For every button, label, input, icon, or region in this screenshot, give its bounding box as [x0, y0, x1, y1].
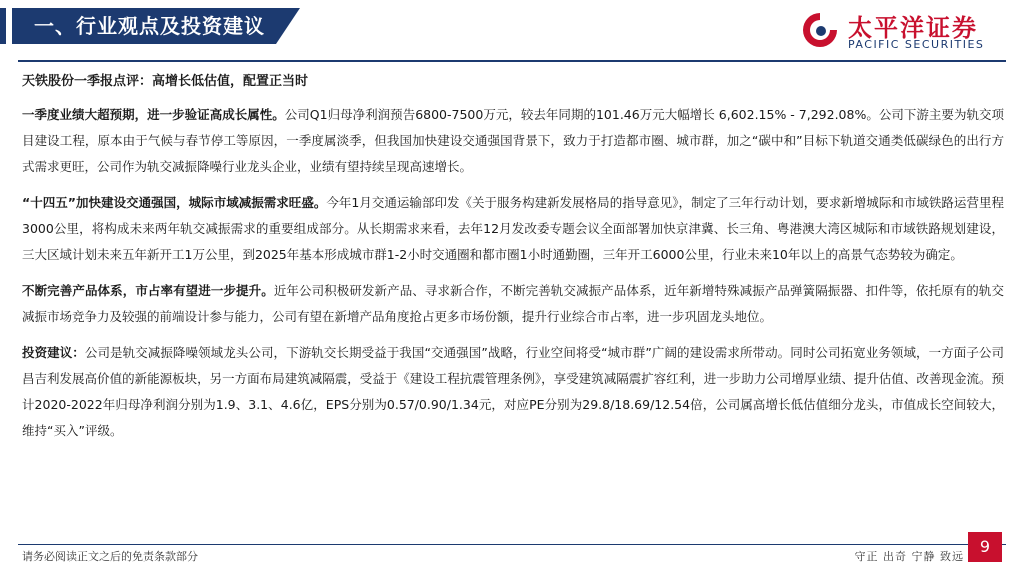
paragraph-lead: “十四五”加快建设交通强国，城际市域减振需求旺盛。: [22, 195, 327, 210]
paragraph-lead: 不断完善产品体系，市占率有望进一步提升。: [22, 283, 274, 298]
report-body: [22, 72, 1004, 454]
header-accent: [6, 8, 12, 44]
paragraph-lead: 投资建议：: [22, 345, 85, 360]
logo-chinese-name: 太平洋证券: [848, 14, 978, 42]
report-title: 天铁股份一季报点评：高增长低估值，配置正当时: [22, 74, 309, 89]
paragraph-body: 公司是轨交减振降噪领域龙头公司，下游轨交长期受益于我国“交通强国”战略，行业空间将受“城市群”广阔的建设需求所带动。同时公司拓宽业务领域，一方面子公司昌吉利发展高价值的新能源板块，另一方面布局建筑减隔震，受益于《建设工程抗震管理条例》，享受建筑减隔震扩容红利，进一步助力公司增厚业绩、提升估值、改善现金流。预计2020-2022年归母净利润分别为1.9、3.1、4.6亿，EPS分别为0.57/0.90/1.34元，对应PE分别为29.8/18.69/12.54倍，公司属高增长低估值细分龙头，市值成长空间较大，维持“买入”评级。: [22, 345, 1004, 438]
paragraph-body: 近年公司积极研发新产品、寻求新合作，不断完善轨交减振产品体系，近年新增特殊减振产品弹簧隔振器、扣件等，依托原有的轨交减振市场竞争力及较强的前端设计参与能力，公司有望在新增产品角度抢占更多市场份额，提升行业综合市占率，进一步巩固龙头地位。: [22, 283, 1004, 324]
paragraph-transport-power: [22, 190, 1004, 268]
paragraph-product-system: [22, 278, 1004, 330]
footer-disclaimer: 请务必阅读正文之后的免责条款部分: [22, 550, 198, 563]
footer-motto: 守正 出奇 宁静 致远: [854, 550, 964, 563]
paragraph-lead: 一季度业绩大超预期，进一步验证高成长属性。: [22, 107, 285, 122]
paragraph-body: 公司Q1归母净利润预告6800-7500万元，较去年同期的101.46万元大幅增长 6,602.15% - 7,292.08%。公司下游主要为轨交项目建设工程，原本由于气候与春节停工等原因，一季度属淡季，但我国加快建设交通强国背景下，致力于打造都市圈、城市群，加之“碳中和”目标下轨道交通类低碳绿色的出行方式需求更旺，公司作为轨交减振降噪行业龙头企业，业绩有望持续呈现高速增长。: [22, 107, 1004, 174]
top-divider: [18, 60, 1006, 62]
page-number: 9: [968, 532, 1002, 562]
section-title: 一、行业观点及投资建议: [34, 14, 265, 38]
company-logo: [800, 8, 1010, 54]
bottom-divider: [18, 544, 1006, 545]
paragraph-investment-advice: [22, 340, 1004, 444]
pacific-logo-icon: [800, 10, 840, 50]
paragraph-q1-results: [22, 102, 1004, 180]
logo-english-name: PACIFIC SECURITIES: [848, 38, 985, 51]
paragraph-body: 今年1月交通运输部印发《关于服务构建新发展格局的指导意见》，制定了三年行动计划，要求新增城际和市域铁路运营里程3000公里，将构成未来两年轨交减振需求的重要组成部分。从长期需求来看，去年12月发改委专题会议全面部署加快京津冀、长三角、粤港澳大湾区城际和市域铁路规划建设，三大区域计划未来五年新开工1万公里，到2025年基本形成城市群1-2小时交通圈和都市圈1小时通勤圈，三年开工6000公里，行业未来10年以上的高景气态势较为确定。: [22, 195, 1004, 262]
